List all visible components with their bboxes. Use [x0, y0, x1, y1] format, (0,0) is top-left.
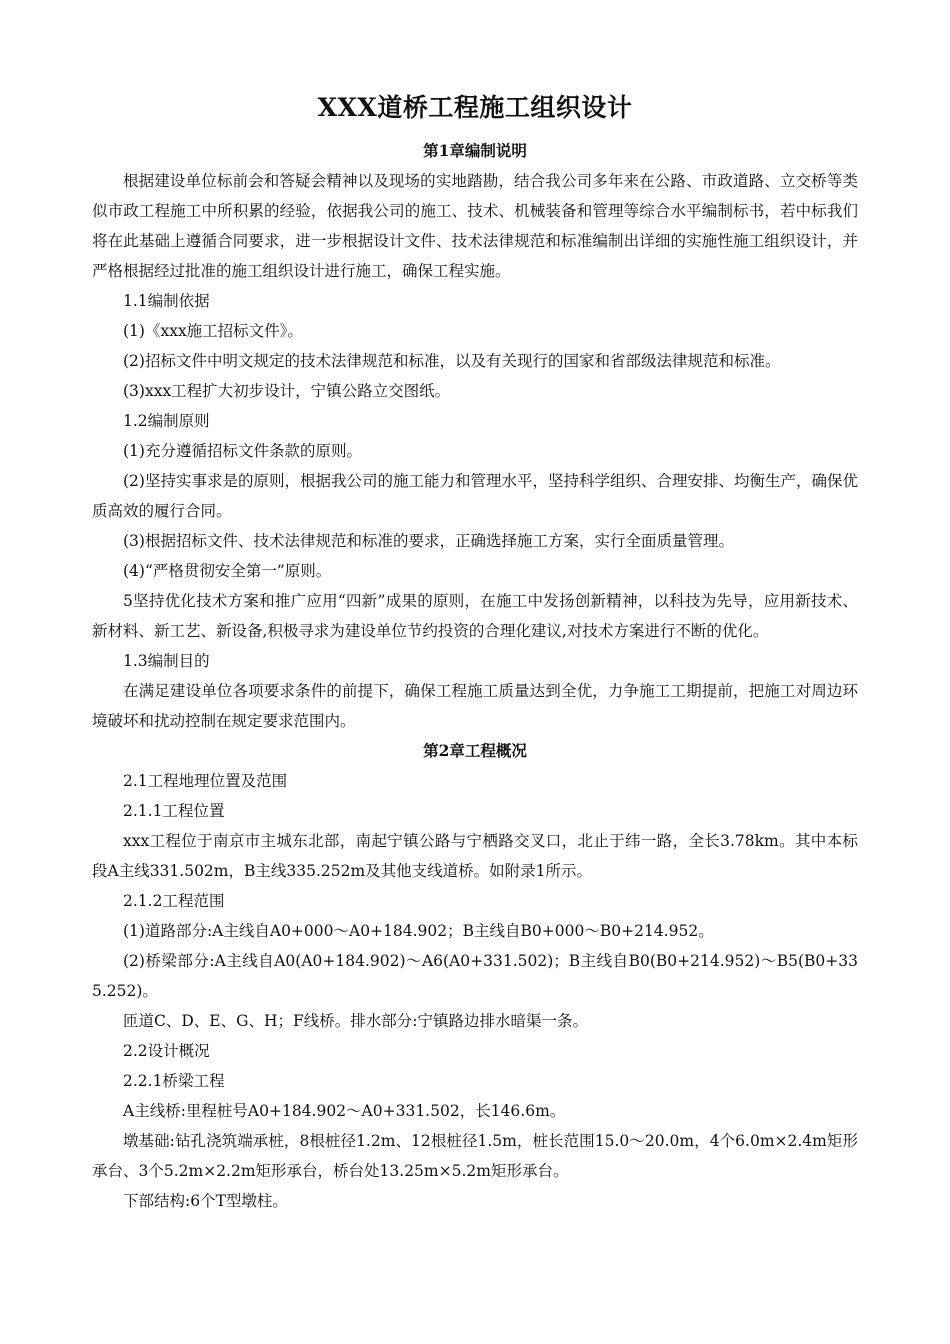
section-2-2-1-item: 下部结构:6个T型墩柱。 [123, 1192, 288, 1210]
section-1-1-item: (2)招标文件中明文规定的技术法律规范和标准，以及有关现行的国家和省部级法律规范和标准。 [123, 352, 781, 370]
chapter-1-intro: 根据建设单位标前会和答疑会精神以及现场的实地踏勘，结合我公司多年来在公路、市政道路、立交桥等类似市政工程施工中所积累的经验，依据我公司的施工、技术、机械装备和管理等综合水平编制标书，若中标我们将在此基础上遵循合同要求，进一步根据设计文件、技术法律规范和标准编制出详细的实施性施工组织设计，并严格根据经过批准的施工组织设计进行施工，确保工程实施。 [92, 172, 858, 280]
section-1-3-text: 在满足建设单位各项要求条件的前提下，确保工程施工质量达到全优，力争施工工期提前，把施工对周边环境破坏和扰动控制在规定要求范围内。 [92, 682, 858, 730]
document-page [92, 88, 858, 1216]
section-2-1-2-item: (2)桥梁部分:A主线自A0(A0+184.902)～A6(A0+331.502)；B主线自B0(B0+214.952)～B5(B0+335.252)。 [92, 952, 858, 1000]
section-1-2-item: (1)充分遵循招标文件条款的原则。 [123, 442, 362, 460]
section-1-2-item: (2)坚持实事求是的原则，根据我公司的施工能力和管理水平，坚持科学组织、合理安排、均衡生产，确保优质高效的履行合同。 [92, 472, 858, 520]
section-2-1-1-heading: 2.1.1工程位置 [123, 802, 225, 820]
section-1-1-item: (1)《xxx施工招标文件》。 [123, 322, 303, 340]
section-1-2-item: (3)根据招标文件、技术法律规范和标准的要求，正确选择施工方案，实行全面质量管理。 [123, 532, 734, 550]
section-2-1-2-item: 匝道C、D、E、G、H；F线桥。排水部分:宁镇路边排水暗渠一条。 [123, 1012, 588, 1030]
section-2-2-1-heading: 2.2.1桥梁工程 [123, 1072, 225, 1090]
section-2-1-2-heading: 2.1.2工程范围 [123, 892, 225, 910]
section-2-2-heading: 2.2设计概况 [123, 1042, 210, 1060]
section-2-1-heading: 2.1工程地理位置及范围 [123, 772, 288, 790]
section-1-3-heading: 1.3编制目的 [123, 652, 210, 670]
section-2-1-1-text: xxx工程位于南京市主城东北部，南起宁镇公路与宁栖路交叉口，北止于纬一路，全长3.78km。其中本标段A主线331.502m，B主线335.252m及其他支线道桥。如附录1所示。 [92, 832, 858, 880]
section-2-2-1-item: A主线桥:里程桩号A0+184.902～A0+331.502，长146.6m。 [123, 1102, 566, 1120]
chapter-2-heading: 第2章工程概况 [423, 741, 527, 760]
chapter-1-heading: 第1章编制说明 [423, 141, 527, 160]
section-1-2-item: (4)“严格贯彻安全第一”原则。 [123, 562, 332, 580]
section-1-2-heading: 1.2编制原则 [123, 412, 210, 430]
section-1-2-item: 5坚持优化技术方案和推广应用“四新”成果的原则，在施工中发扬创新精神，以科技为先导，应用新技术、新材料、新工艺、新设备,积极寻求为建设单位节约投资的合理化建议,对技术方案进行不断的优化。 [92, 592, 858, 640]
document-title: XXX道桥工程施工组织设计 [317, 93, 633, 122]
section-2-1-2-item: (1)道路部分:A主线自A0+000～A0+184.902；B主线自B0+000～B0+214.952。 [123, 922, 714, 940]
section-2-2-1-item: 墩基础:钻孔浇筑端承桩，8根桩径1.2m、12根桩径1.5m，桩长范围15.0～20.0m，4个6.0m×2.4m矩形承台、3个5.2m×2.2m矩形承台，桥台处13.25m×5.2m矩形承台。 [92, 1132, 858, 1180]
section-1-1-heading: 1.1编制依据 [123, 292, 210, 310]
section-1-1-item: (3)xxx工程扩大初步设计，宁镇公路立交图纸。 [123, 382, 451, 400]
